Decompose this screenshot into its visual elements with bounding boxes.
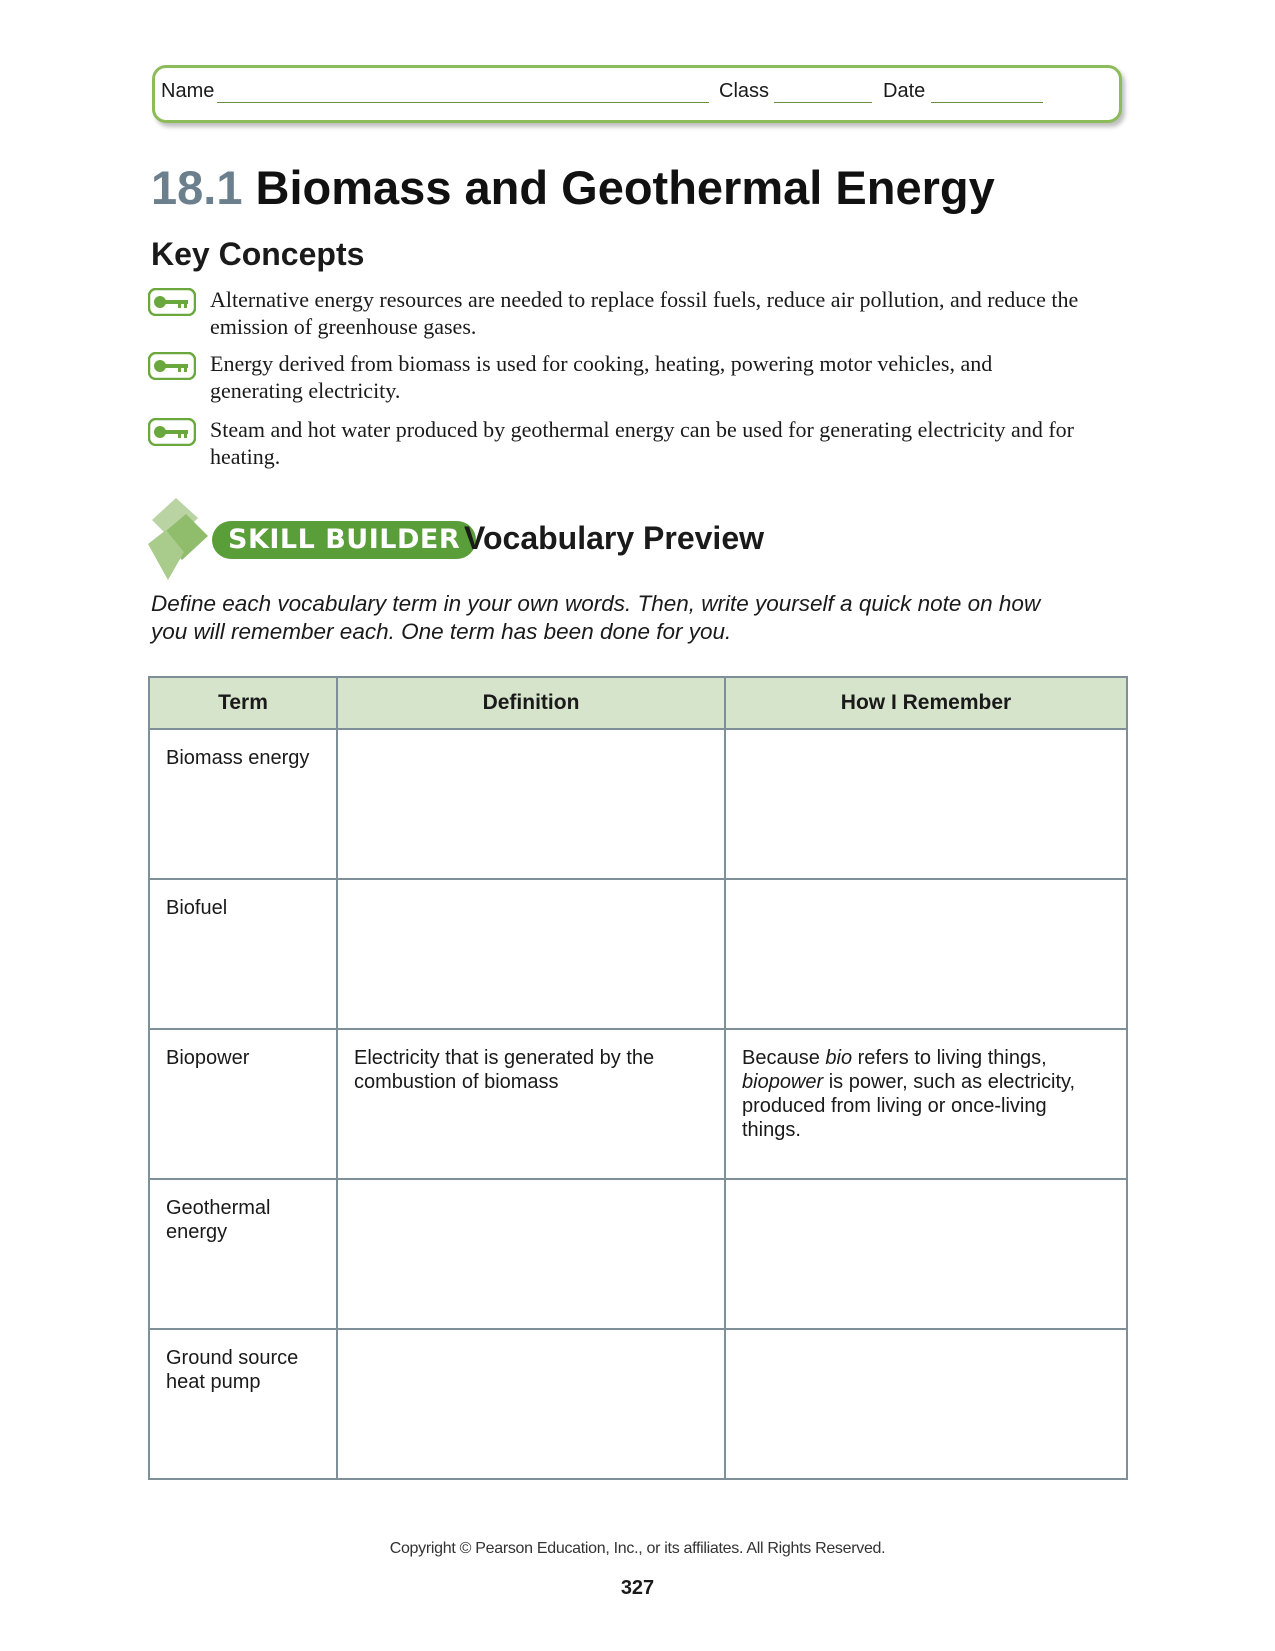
key-icon: [148, 352, 196, 380]
vocabulary-table: [148, 676, 1128, 1480]
remember-cell[interactable]: [725, 879, 1127, 1029]
skill-builder-badge: SKILL BUILDER: [212, 521, 476, 559]
key-icon: [148, 288, 196, 316]
table-row: [149, 1329, 1127, 1479]
column-header-remember: How I Remember: [725, 677, 1127, 729]
remember-text-emphasis: biopower: [742, 1071, 824, 1093]
page-number: 327: [620, 1577, 655, 1599]
definition-cell[interactable]: Electricity that is generated by the combustion of biomass: [337, 1029, 725, 1179]
table-row: [149, 729, 1127, 879]
remember-text-part: Because: [742, 1047, 826, 1069]
key-concept-text: Energy derived from biomass is used for cooking, heating, powering motor vehicles, and generating electricity.: [210, 351, 993, 403]
term-cell: Biofuel: [149, 879, 337, 1029]
remember-cell[interactable]: [725, 1329, 1127, 1479]
table-header-row: [149, 677, 1127, 729]
remember-text-part: is power, such as electricity, produced from living or once-living things.: [742, 1071, 1076, 1141]
table-row: [149, 1179, 1127, 1329]
name-label: Name: [161, 80, 215, 102]
definition-cell[interactable]: [337, 729, 725, 879]
remember-text-part: refers to living things,: [852, 1047, 1047, 1069]
column-header-term: Term: [149, 677, 337, 729]
skill-builder-diamond-icon: [146, 496, 210, 580]
term-cell: Biopower: [149, 1029, 337, 1179]
date-label: Date: [883, 80, 926, 102]
term-cell: Geothermal energy: [149, 1179, 337, 1329]
remember-text-emphasis: bio: [825, 1047, 853, 1069]
table-row: [149, 879, 1127, 1029]
name-field[interactable]: [217, 102, 709, 103]
key-concepts-heading: Key Concepts: [151, 236, 365, 272]
definition-cell[interactable]: [337, 1179, 725, 1329]
remember-cell[interactable]: [725, 1179, 1127, 1329]
key-concept-text: Alternative energy resources are needed to replace fossil fuels, reduce air pollution, and reduce the emission of greenhouse gases.: [210, 287, 1079, 339]
table-row: [149, 1029, 1127, 1179]
lesson-number: 18.1: [151, 161, 243, 214]
definition-cell[interactable]: [337, 879, 725, 1029]
definition-cell[interactable]: [337, 1329, 725, 1479]
key-icon: [148, 418, 196, 446]
term-cell: Biomass energy: [149, 729, 337, 879]
student-info-box: [152, 65, 1122, 123]
key-concept-text: Steam and hot water produced by geothermal energy can be used for generating electricity and for heating.: [210, 417, 1074, 469]
date-field[interactable]: [931, 102, 1043, 103]
class-field[interactable]: [774, 102, 872, 103]
term-cell: Ground source heat pump: [149, 1329, 337, 1479]
class-label: Class: [719, 80, 770, 102]
remember-cell[interactable]: [725, 1029, 1127, 1179]
instructions: Define each vocabulary term in your own words. Then, write yourself a quick note on how you will remember each. One term has been done for you.: [151, 591, 1041, 644]
page-title: [151, 160, 995, 215]
copyright-notice: Copyright © Pearson Education, Inc., or its affiliates. All Rights Reserved.: [389, 1540, 886, 1557]
column-header-definition: Definition: [337, 677, 725, 729]
skill-builder-heading: [146, 496, 846, 580]
lesson-title: Biomass and Geothermal Energy: [255, 161, 995, 214]
remember-cell[interactable]: [725, 729, 1127, 879]
section-title: Vocabulary Preview: [464, 520, 764, 556]
